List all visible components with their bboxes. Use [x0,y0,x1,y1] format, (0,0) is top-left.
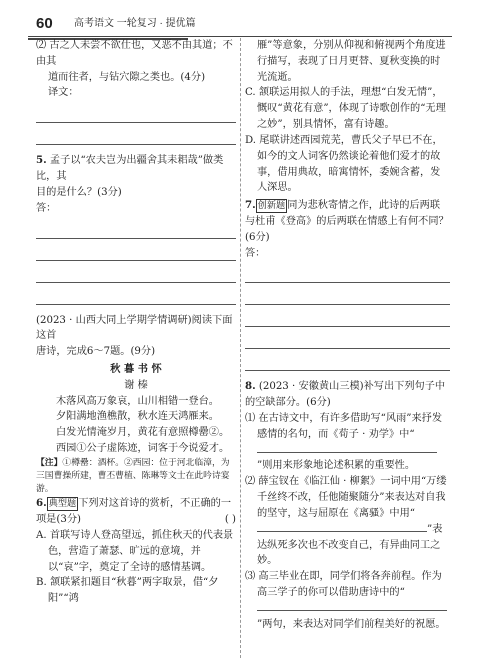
answer-line[interactable] [36,287,236,305]
answer-label: 答： [36,202,57,214]
option-d[interactable]: D. 尾联讲述西园荒芜，曹氏父子早已不在，如今的文人词客仍然谈论着他们爱才的故事，借用典故，暗寓情怀，委婉含蓄，发人深思。 [245,134,443,194]
brand-title: 高考语文 一轮复习 · 提优篇 [74,18,196,29]
header-rule [28,36,452,37]
option-b[interactable]: B. 颔联紧扣题目“秋暮”两字取景，借“夕阳”“鸿 [36,577,219,605]
question-number: 8. [245,380,256,393]
poem-line: 夕阳满地渔樵散，秋水连天鸿雁来。 [56,411,219,423]
blank[interactable] [257,452,377,453]
poem-body [36,394,236,457]
text-line: ⑵ 古之人未尝不欲仕也，又恶不由其道；不由其 [36,40,233,67]
question-text: 孟子以“农夫岂为出疆舍其耒耜哉”做类比，其 [36,155,224,183]
question-7 [245,198,450,371]
poem-author: 谢 榛 [124,379,148,391]
option-a[interactable]: A. 首联写诗人登高望远，抓住秋天的代表景色，营造了萧瑟、旷远的意境，并以“哀”字，奠定了全诗的感情基调。 [36,530,234,573]
question-number: 6. [36,497,47,510]
fill-text: ”表达纵死多次也不改变自己，有异曲同工之妙。 [257,523,443,567]
answer-line[interactable] [245,309,450,327]
fill-text: ”两句，来表达对同学们前程美好的祝愿。 [257,618,446,630]
answer-line[interactable] [245,331,450,349]
question-text: 目的是什么？(3分) [36,186,122,198]
page-header [28,10,452,34]
blank[interactable] [347,531,427,532]
question-text: 同为悲秋寄情之作，此诗的后两联与杜甫《登高》的后两联在情感上有何不同？(6分) [245,200,449,243]
question-tag: 典型题 [48,498,77,510]
previous-question-continuation [36,38,236,145]
fill-item-2 [245,474,450,569]
answer-paren[interactable]: ( ) [224,514,236,526]
translation-label: 译文： [48,87,79,99]
question-number: 7. [245,199,256,212]
right-column [245,38,450,634]
answer-line[interactable] [36,221,236,239]
question-text: (2023 · 安徽黄山三模)补写出下列句子中的空缺部分。(6分) [245,381,446,409]
question-number: 5. [36,154,47,167]
answer-line[interactable] [36,265,236,283]
left-column [36,38,236,609]
answer-line[interactable] [245,353,450,371]
poem-title: 秋 暮 书 怀 [110,362,162,375]
fill-text: ⑵ 薛宝钗在《临江仙 · 柳絮》一词中用“万缕千丝终不改，任他随聚随分”来表达对自我的坚守，这与屈原在《离骚》中用“ [245,476,447,519]
question-8 [245,379,450,632]
intro-line: (2023 · 山西大同上学期学情调研)阅读下面这首 [36,314,233,342]
text-line: 道而往者，与钻穴隙之类也。(4分) [48,71,206,83]
blank[interactable] [257,610,367,611]
fill-text: ⑴ 在古诗文中，有许多借助写“风雨”来抒发感情的名句，而《荀子 · 劝学》中“ [245,413,443,440]
answer-line[interactable] [36,105,236,123]
column-divider [240,38,241,658]
poem-line: 木落风高万象哀，山川相错一登台。 [56,395,219,407]
answer-line[interactable] [245,265,450,283]
question-text: 下列对这首诗的赏析，不正确的一项是(3分) [36,498,232,526]
note-label: 【注】 [36,457,63,468]
blank[interactable] [257,531,347,532]
question-5 [36,153,236,304]
fill-item-3 [245,569,450,632]
answer-line[interactable] [36,243,236,261]
option-c[interactable]: C. 颔联运用拟人的手法，理想“白发无情”，慨叹“黄花有意”，体现了诗歌创作的“无理之妙”，别具情怀，富有诗趣。 [245,87,446,131]
fill-text: ⑶ 高三毕业在即，同学们将各奔前程。作为高三学子的你可以借助唐诗中的“ [245,571,442,598]
fill-item-1 [245,411,450,474]
answer-label: 答： [245,247,266,259]
poem-line: 白发光情淹岁月，黄花有意照樽罍②。 [56,427,230,439]
fill-text: ”则用来形象地论述积累的重要性。 [257,460,416,472]
option-b-cont[interactable]: 雁”等意象，分别从仰视和俯视两个角度进行描写，表现了日月更替、夏秋变换的时光流逝。 [257,40,446,83]
blank[interactable] [367,610,447,611]
blank[interactable] [377,452,437,453]
answer-line[interactable] [36,127,236,145]
question-6-continued [245,38,450,196]
reading-intro [36,313,236,360]
poem-line: 西园①公子虚陈迹，词客于今说爱才。 [56,443,230,454]
question-6 [36,496,236,607]
question-tag: 创新题 [257,200,286,212]
answer-line[interactable] [245,287,450,305]
page-number: 60 [36,15,53,32]
poem-note [36,457,236,497]
note-text: ①樽罍：酒杯。②西园：位于河北临漳，为三国曹操所建，曹丕曹植、陈琳等文士在此吟诗宴游。 [36,457,230,495]
intro-line: 唐诗，完成6～7题。(9分) [36,346,156,358]
